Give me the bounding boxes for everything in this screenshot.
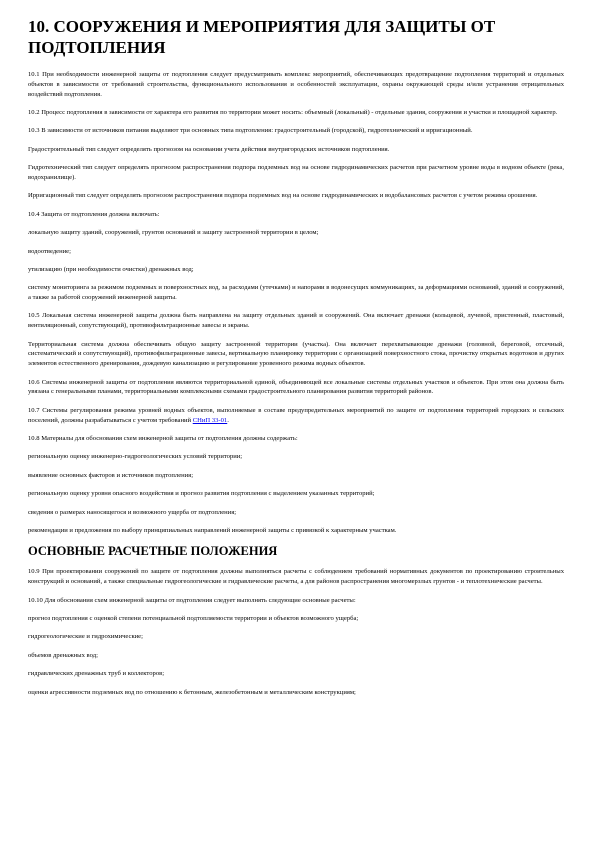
list-item: рекомендации и предложения по выбору принципиальных направлений инженерной защиты с привязкой к характерным участкам. bbox=[28, 526, 397, 534]
subsection-heading: ОСНОВНЫЕ РАСЧЕТНЫЕ ПОЛОЖЕНИЯ bbox=[28, 544, 278, 559]
paragraph-10-2: 10.2 Процесс подтопления в зависимости от характера его развития по территории может носить: объемный (локальный) - отдельные здания, сооружения и участки и площадной характер. bbox=[28, 108, 558, 116]
paragraph-urban-type: Градостроительный тип следует определять прогнозом на основании учета действия внутригородских источников подтопления. bbox=[28, 145, 390, 153]
list-item: гидрогеологические и гидрохимические; bbox=[28, 633, 143, 641]
list-item: прогноз подтопления с оценкой степени потенциальной подтопляемости территории и объектов возможного ущерба; bbox=[28, 614, 359, 622]
paragraph-10-8: 10.8 Материалы для обоснования схем инженерной защиты от подтопления должны содержать: bbox=[28, 435, 298, 443]
list-item: оценки агрессивности подземных вод по отношению к бетонным, железобетонным и металлическим конструкциям; bbox=[28, 688, 356, 696]
paragraph-10-7-tail: . bbox=[227, 416, 229, 424]
paragraph-10-5: 10.5 Локальная система инженерной защиты должна быть направлена на защиту отдельных зданий и сооружений. Она включает дренажи (кольцевой, лучевой, пристенный, пластовый, вентиляционный, сопутствующий), противофильтрационные завесы и экраны. bbox=[28, 312, 564, 330]
paragraph-10-10: 10.10 Для обоснования схем инженерной защиты от подтопления следует выполнять следующие основные расчеты: bbox=[28, 596, 356, 604]
paragraph-hydrotechnical-type: Гидротехнический тип следует определять прогнозом распространения подпора подземных вод на основе гидродинамических расчетов при расчетном уровне воды в водном объекте (река, водохранилище). bbox=[28, 164, 564, 181]
list-item: локальную защиту зданий, сооружений, грунтов оснований и защиту застроенной территории в целом; bbox=[28, 229, 319, 237]
list-item: водоотведение; bbox=[28, 247, 71, 255]
list-item: утилизацию (при необходимости очистки) дренажных вод; bbox=[28, 265, 194, 273]
paragraph-10-4: 10.4 Защита от подтопления должна включать: bbox=[28, 210, 160, 218]
list-item: региональную оценку уровня опасного воздействия и прогноз развития подтопления с выделением указанных территорий; bbox=[28, 490, 375, 498]
paragraph-10-1: 10.1 При необходимости инженерной защиты от подтопления следует предусматривать комплекс мероприятий, обеспечивающих предотвращение подтопления территорий и отдельных объектов в зависимости от требований строительства, функционального использования и особенностей эксплуатации, охраны окружающей среды и/или устранения отрицательных воздействий подтопления. bbox=[28, 71, 564, 98]
list-item: объемов дренажных вод; bbox=[28, 651, 98, 659]
list-item: сведения о размерах наносящегося и возможного ущерба от подтопления; bbox=[28, 508, 237, 516]
paragraph-10-9: 10.9 При проектировании сооружений по защите от подтопления должны выполняться расчеты с соблюдением требований нормативных документов по проектированию строительных конструкций и оснований, а также специальные гидрогеологические и гидравлические расчеты, а для районов распространения многомерзлых грунтов - и теплотехнические расчеты. bbox=[28, 568, 564, 586]
list-item: систему мониторинга за режимом подземных и поверхностных вод, за расходами (утечками) и напорами в водонесущих коммуникациях, за деформациями оснований, зданий и сооружений, а также за работой сооружений инженерной защиты. bbox=[28, 284, 564, 302]
paragraph-10-6: 10.6 Системы инженерной защиты от подтопления являются территориальной единой, объединяющей все локальные системы отдельных участков и объектов. При этом она должна быть увязана с генеральными планами, территориальными комплексными схемами градостроительного планирования развития территорий районов. bbox=[28, 378, 564, 396]
section-heading: 10. СООРУЖЕНИЯ И МЕРОПРИЯТИЯ ДЛЯ ЗАЩИТЫ ОТ ПОДТОПЛЕНИЯ bbox=[28, 17, 496, 57]
snip-33-01-link[interactable]: СНиП 33-01 bbox=[192, 416, 228, 424]
list-item: региональную оценку инженерно-гидрогеологических условий территории; bbox=[28, 453, 243, 461]
list-item: гидравлических дренажных труб и коллекторов; bbox=[28, 670, 165, 678]
document-page bbox=[28, 16, 564, 706]
paragraph-10-3: 10.3 В зависимости от источников питания выделяют три основных типа подтопления: градостроительный (городской), гидротехнический и ирригационный. bbox=[28, 127, 473, 135]
paragraph-territorial-system: Территориальная система должна обеспечивать общую защиту застроенной территории (участка). Она включает перехватывающие дренажи (головной, береговой, отсечный, систематический и сопутствующий), противофильтрационные завесы, вертикальную планировку территории с организацией поверхностного стока, прочистку открытых водотоков и других элементов естественного дренирования, дождевую канализацию и регулирование уровенного режима водных объектов. bbox=[28, 340, 564, 368]
paragraph-irrigation-type: Ирригационный тип следует определять прогнозом распространения подпора подземных вод на основе гидродинамических и водобалансовых расчетов с учетом режима орошения. bbox=[28, 192, 538, 200]
paragraph-10-7 bbox=[28, 406, 564, 426]
list-item: выявление основных факторов и источников подтопления; bbox=[28, 471, 194, 479]
paragraph-10-7-text: 10.7 Системы регулирования режима уровней водных объектов, выполняемые в составе предупредительных мероприятий по защите от подтопления территорий городских и сельских поселений, должны разрабатываться с учетом требований bbox=[28, 406, 564, 424]
